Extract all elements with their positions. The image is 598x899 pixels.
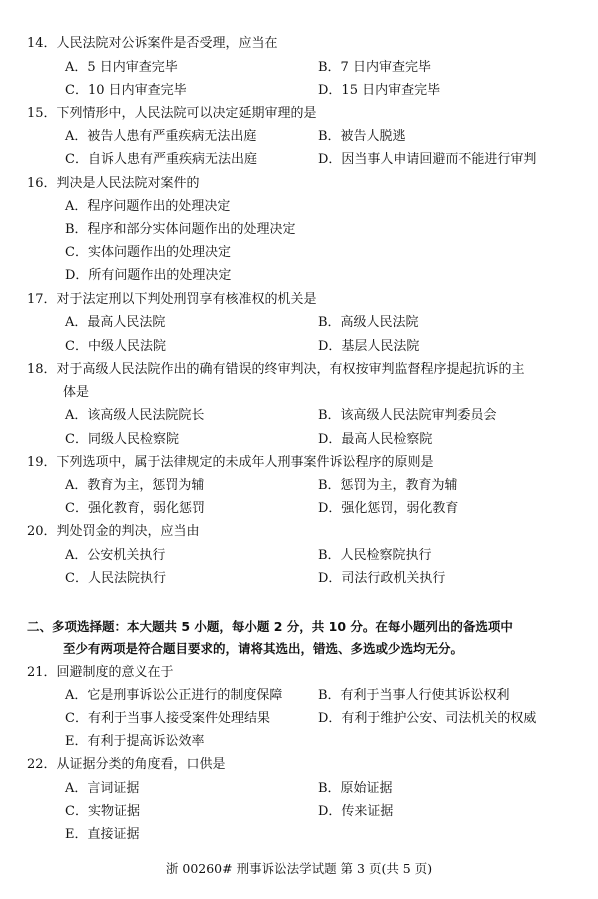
question-15-option-d: D．因当事人申请回避而不能进行审判 [318, 152, 537, 167]
question-17-option-a: A．最高人民法院 [65, 315, 166, 330]
question-21-option-b: B．有利于当事人行使其诉讼权利 [318, 688, 510, 703]
question-17-stem: 17．对于法定刑以下判处刑罚享有核准权的机关是 [27, 292, 317, 307]
question-18-option-c: C．同级人民检察院 [65, 432, 179, 447]
question-14-option-b: B．7 日内审查完毕 [318, 60, 431, 75]
question-19-option-c: C．强化教育，弱化惩罚 [65, 501, 205, 516]
question-21-stem: 21．回避制度的意义在于 [27, 665, 174, 680]
question-16-option-d: D．所有问题作出的处理决定 [65, 268, 232, 283]
question-19-option-a: A．教育为主，惩罚为辅 [65, 478, 205, 493]
question-14-option-a: A．5 日内审查完毕 [65, 60, 178, 75]
question-16-option-b: B．程序和部分实体问题作出的处理决定 [65, 222, 296, 237]
question-17-option-c: C．中级人民法院 [65, 339, 166, 354]
question-22-option-c: C．实物证据 [65, 804, 140, 819]
question-14-stem: 14．人民法院对公诉案件是否受理，应当在 [27, 36, 278, 51]
question-18-option-b: B．该高级人民法院审判委员会 [318, 408, 497, 423]
question-20-option-c: C．人民法院执行 [65, 571, 166, 586]
question-15-option-b: B．被告人脱逃 [318, 129, 406, 144]
question-22-option-b: B．原始证据 [318, 781, 393, 796]
section-2-heading: 二、多项选择题：本大题共 5 小题，每小题 2 分，共 10 分。在每小题列出的备选项中 [27, 619, 513, 634]
question-21-option-a: A．它是刑事诉讼公正进行的制度保障 [65, 688, 283, 703]
question-15-option-a: A．被告人患有严重疾病无法出庭 [65, 129, 257, 144]
question-18-option-d: D．最高人民检察院 [318, 432, 433, 447]
question-17-option-d: D．基层人民法院 [318, 339, 420, 354]
question-15-stem: 15．下列情形中，人民法院可以决定延期审理的是 [27, 106, 317, 121]
question-22-option-e: E．直接证据 [65, 827, 140, 842]
question-20-option-b: B．人民检察院执行 [318, 548, 432, 563]
question-15-option-c: C．自诉人患有严重疾病无法出庭 [65, 152, 257, 167]
question-21-option-c: C．有利于当事人接受案件处理结果 [65, 711, 270, 726]
question-19-stem: 19．下列选项中，属于法律规定的未成年人刑事案件诉讼程序的原则是 [27, 455, 434, 470]
question-21-option-e: E．有利于提高诉讼效率 [65, 734, 205, 749]
question-18-stem: 18．对于高级人民法院作出的确有错误的终审判决，有权按审判监督程序提起抗诉的主 [27, 362, 525, 377]
question-20-stem: 20．判处罚金的判决，应当由 [27, 524, 200, 539]
question-19-option-d: D．强化惩罚，弱化教育 [318, 501, 459, 516]
question-20-option-a: A．公安机关执行 [65, 548, 166, 563]
question-20-option-d: D．司法行政机关执行 [318, 571, 446, 586]
question-16-stem: 16．判决是人民法院对案件的 [27, 176, 200, 191]
question-18-option-a: A．该高级人民法院院长 [65, 408, 205, 423]
section-2-heading-continued: 至少有两项是符合题目要求的，请将其选出，错选、多选或少选均无分。 [63, 641, 464, 656]
question-21-option-d: D．有利于维护公安、司法机关的权威 [318, 711, 537, 726]
question-18-stem-continued: 体是 [63, 385, 90, 400]
question-16-option-c: C．实体问题作出的处理决定 [65, 245, 231, 260]
question-22-option-a: A．言词证据 [65, 781, 140, 796]
question-16-option-a: A．程序问题作出的处理决定 [65, 199, 231, 214]
question-19-option-b: B．惩罚为主，教育为辅 [318, 478, 458, 493]
question-14-option-d: D．15 日内审查完毕 [318, 83, 441, 98]
question-14-option-c: C．10 日内审查完毕 [65, 83, 187, 98]
question-17-option-b: B．高级人民法院 [318, 315, 419, 330]
question-22-stem: 22．从证据分类的角度看，口供是 [27, 757, 226, 772]
page-footer: 浙 00260# 刑事诉讼法学试题 第 3 页(共 5 页) [165, 861, 433, 876]
question-22-option-d: D．传来证据 [318, 804, 394, 819]
